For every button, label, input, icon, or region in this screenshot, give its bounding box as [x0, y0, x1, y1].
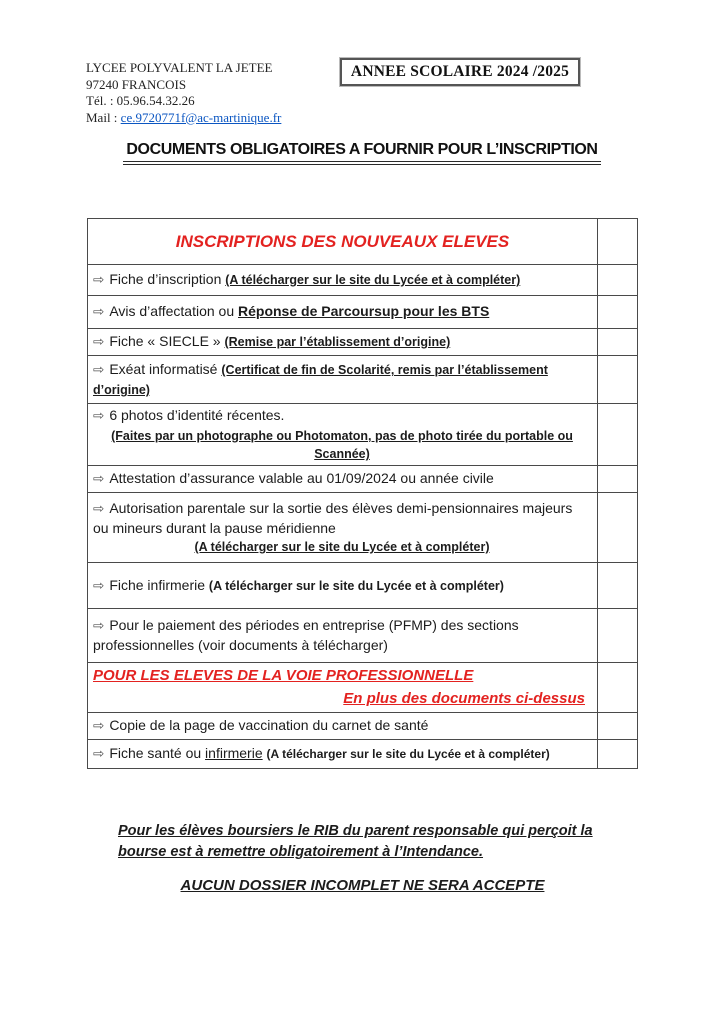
row-subtext-line: [93, 537, 591, 556]
row-text: Copie de la page de vaccination du carnet de santé: [109, 717, 429, 734]
row-subtext: (Remise par l’établissement d’origine): [224, 335, 451, 350]
school-name: LYCEE POLYVALENT LA JETEE: [86, 60, 273, 75]
arrow-icon: ⇨: [93, 362, 105, 379]
table-row: [88, 404, 638, 466]
table-row: [88, 466, 638, 493]
checkbox-cell: [598, 265, 638, 296]
checkbox-cell: [598, 740, 638, 769]
checkbox-cell: [598, 329, 638, 356]
arrow-icon: ⇨: [93, 746, 105, 763]
row-text: Pour le paiement des périodes en entreprise (PFMP) des sections professionnelles (voir documents à télécharger): [93, 617, 519, 654]
row-subtext: (A télécharger sur le site du Lycée et à compléter): [194, 540, 490, 555]
table-row: [88, 265, 638, 296]
note-warning: AUCUN DOSSIER INCOMPLET NE SERA ACCEPTE: [180, 877, 545, 894]
checkbox-cell: [598, 219, 638, 265]
checkbox-cell: [598, 563, 638, 609]
table-row: [88, 296, 638, 329]
arrow-icon: ⇨: [93, 577, 105, 594]
row-text: Fiche santé ou: [109, 745, 202, 762]
table-row: [88, 563, 638, 609]
row-subtext-line: [93, 426, 591, 463]
row-text-line: [93, 406, 591, 426]
checkbox-cell: [598, 663, 638, 713]
arrow-icon: ⇨: [93, 272, 105, 289]
row-subtext: (A télécharger sur le site du Lycée et à compléter): [266, 747, 550, 762]
school-header: [86, 60, 281, 126]
document-title: DOCUMENTS OBLIGATOIRES A FOURNIR POUR L’INSCRIPTION: [123, 141, 600, 165]
mail-label: Mail :: [86, 109, 121, 125]
arrow-icon: ⇨: [93, 718, 105, 735]
table-row: [88, 356, 638, 404]
row-text: Attestation d’assurance valable au 01/09/2024 ou année civile: [109, 470, 494, 487]
voie-pro-subheading: En plus des documents ci-dessus: [343, 689, 585, 707]
row-subtext: (Faites par un photographe ou Photomaton, pas de photo tirée du portable ou Scannée): [111, 428, 573, 462]
arrow-icon: ⇨: [93, 408, 105, 425]
checkbox-cell: [598, 296, 638, 329]
arrow-icon: ⇨: [93, 501, 105, 518]
row-text: Fiche « SIECLE »: [109, 333, 221, 350]
row-text: Fiche infirmerie: [109, 576, 206, 593]
table-row: [88, 329, 638, 356]
table-row: [88, 663, 638, 713]
row-text: 6 photos d’identité récentes.: [109, 407, 285, 424]
row-text: Fiche d’inscription: [109, 271, 222, 288]
checkbox-cell: [598, 466, 638, 493]
checkbox-cell: [598, 609, 638, 663]
title-wrap: [0, 141, 724, 165]
checkbox-cell: [598, 713, 638, 740]
arrow-icon: ⇨: [93, 471, 105, 488]
mail-link[interactable]: ce.9720771f@ac-martinique.fr: [120, 109, 282, 125]
documents-table: [87, 218, 638, 769]
table-row: [88, 713, 638, 740]
school-phone: Tél. : 05.96.54.32.26: [86, 93, 195, 108]
school-year-box: ANNEE SCOLAIRE 2024 /2025: [340, 58, 580, 86]
checkbox-cell: [598, 356, 638, 404]
row-text: Exéat informatisé: [109, 361, 218, 378]
table-row: [88, 740, 638, 769]
row-text: Avis d’affectation ou: [109, 303, 235, 320]
note-boursiers-text: Pour les élèves boursiers le RIB du parent responsable qui perçoit la bourse est à remettre obligatoirement à l’Intendance.: [118, 823, 593, 861]
school-mail-line: [86, 110, 281, 127]
section-header: INSCRIPTIONS DES NOUVEAUX ELEVES: [88, 219, 598, 265]
school-city: 97240 FRANCOIS: [86, 76, 187, 92]
row-subtext: (A télécharger sur le site du Lycée et à compléter): [208, 578, 504, 593]
table-row: [88, 609, 638, 663]
row-text-underlined: infirmerie: [205, 745, 263, 762]
note-boursiers: [118, 821, 630, 863]
row-text: Autorisation parentale sur la sortie des élèves demi-pensionnaires majeurs ou mineurs durant la pause méridienne: [93, 500, 573, 536]
row-subtext: (Certificat de fin de Scolarité, remis par l’établissement d’origine): [93, 363, 548, 398]
row-text-line: [93, 499, 591, 537]
row-subtext: (A télécharger sur le site du Lycée et à compléter): [225, 273, 521, 288]
section-header-row: [88, 219, 638, 265]
arrow-icon: ⇨: [93, 304, 105, 321]
arrow-icon: ⇨: [93, 618, 105, 635]
table-row: [88, 493, 638, 563]
checkbox-cell: [598, 493, 638, 563]
checkbox-cell: [598, 404, 638, 466]
voie-pro-heading: POUR LES ELEVES DE LA VOIE PROFESSIONNELLE: [93, 667, 474, 684]
arrow-icon: ⇨: [93, 334, 105, 351]
row-emphasis: Réponse de Parcoursup pour les BTS: [238, 303, 490, 320]
